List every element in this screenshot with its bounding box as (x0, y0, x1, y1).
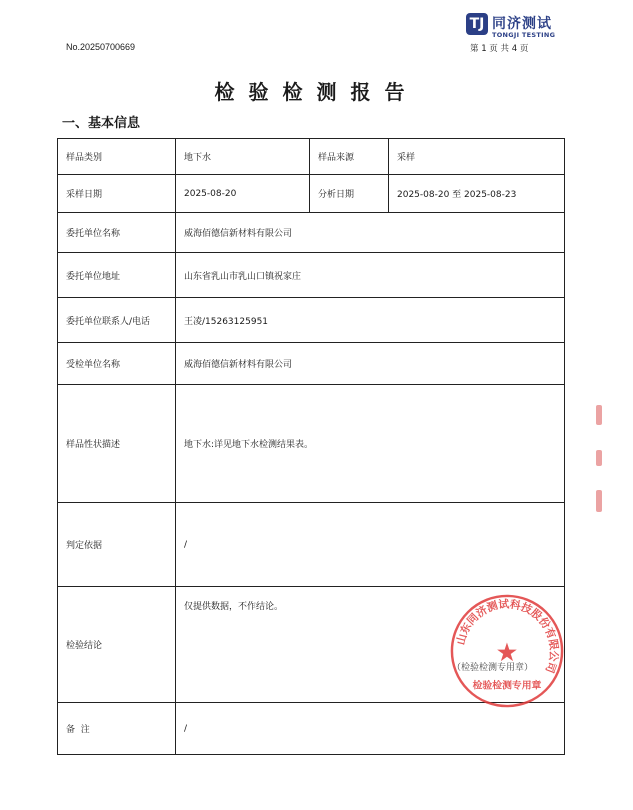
client-name-value: 威海佰德信新材料有限公司 (176, 213, 565, 253)
client-contact-value: 王凌/15263125951 (176, 298, 565, 343)
seal-ring-text: 山东同济测试科技股份有限公司 (454, 597, 561, 675)
page-indicator: 第 1 页 共 4 页 (470, 44, 529, 54)
table-row (58, 298, 565, 343)
table-row (58, 503, 565, 587)
binding-edge-mark (596, 450, 602, 466)
table-row (58, 385, 565, 503)
sample-type-value: 地下水 (176, 139, 310, 175)
official-seal (448, 592, 566, 710)
report-number: No.20250700669 (66, 42, 136, 52)
remarks-label: 备 注 (58, 703, 176, 755)
seal-star-icon: ★ (495, 637, 519, 668)
table-row (58, 213, 565, 253)
section-title: 一、基本信息 (62, 116, 141, 131)
remarks-value: / (176, 703, 565, 755)
sampling-date-label: 采样日期 (58, 175, 176, 213)
basis-value: / (176, 503, 565, 587)
sample-source-value: 采样 (389, 139, 565, 175)
client-contact-label: 委托单位联系人/电话 (58, 298, 176, 343)
company-logo (466, 13, 576, 45)
sampling-date-value: 2025-08-20 (176, 175, 310, 213)
table-row (58, 703, 565, 755)
basis-label: 判定依据 (58, 503, 176, 587)
sample-type-label: 样品类别 (58, 139, 176, 175)
table-row (58, 139, 565, 175)
seal-caption: （检验检测专用章） (452, 663, 534, 673)
table-row (58, 343, 565, 385)
inspected-unit-label: 受检单位名称 (58, 343, 176, 385)
client-address-value: 山东省乳山市乳山口镇祝家庄 (176, 253, 565, 298)
logo-mark-icon: TJ (466, 13, 488, 35)
page-title: 检验检测报告 (214, 80, 419, 104)
inspected-unit-value: 威海佰德信新材料有限公司 (176, 343, 565, 385)
logo-subtext: TONGJI TESTING (492, 31, 556, 39)
client-name-label: 委托单位名称 (58, 213, 176, 253)
analysis-date-label: 分析日期 (310, 175, 389, 213)
conclusion-label: 检验结论 (58, 587, 176, 703)
client-address-label: 委托单位地址 (58, 253, 176, 298)
analysis-date-value: 2025-08-20 至 2025-08-23 (389, 175, 565, 213)
binding-edge-mark (596, 405, 602, 425)
sample-desc-value: 地下水:详见地下水检测结果表。 (176, 385, 565, 503)
logo-text: 同济测试 (492, 16, 552, 32)
sample-desc-label: 样品性状描述 (58, 385, 176, 503)
binding-edge-mark (596, 490, 602, 512)
seal-center-text: 检验检测专用章 (472, 680, 542, 692)
table-row (58, 175, 565, 213)
table-row (58, 253, 565, 298)
conclusion-value: 仅提供数据，不作结论。 (176, 587, 565, 703)
sample-source-label: 样品来源 (310, 139, 389, 175)
